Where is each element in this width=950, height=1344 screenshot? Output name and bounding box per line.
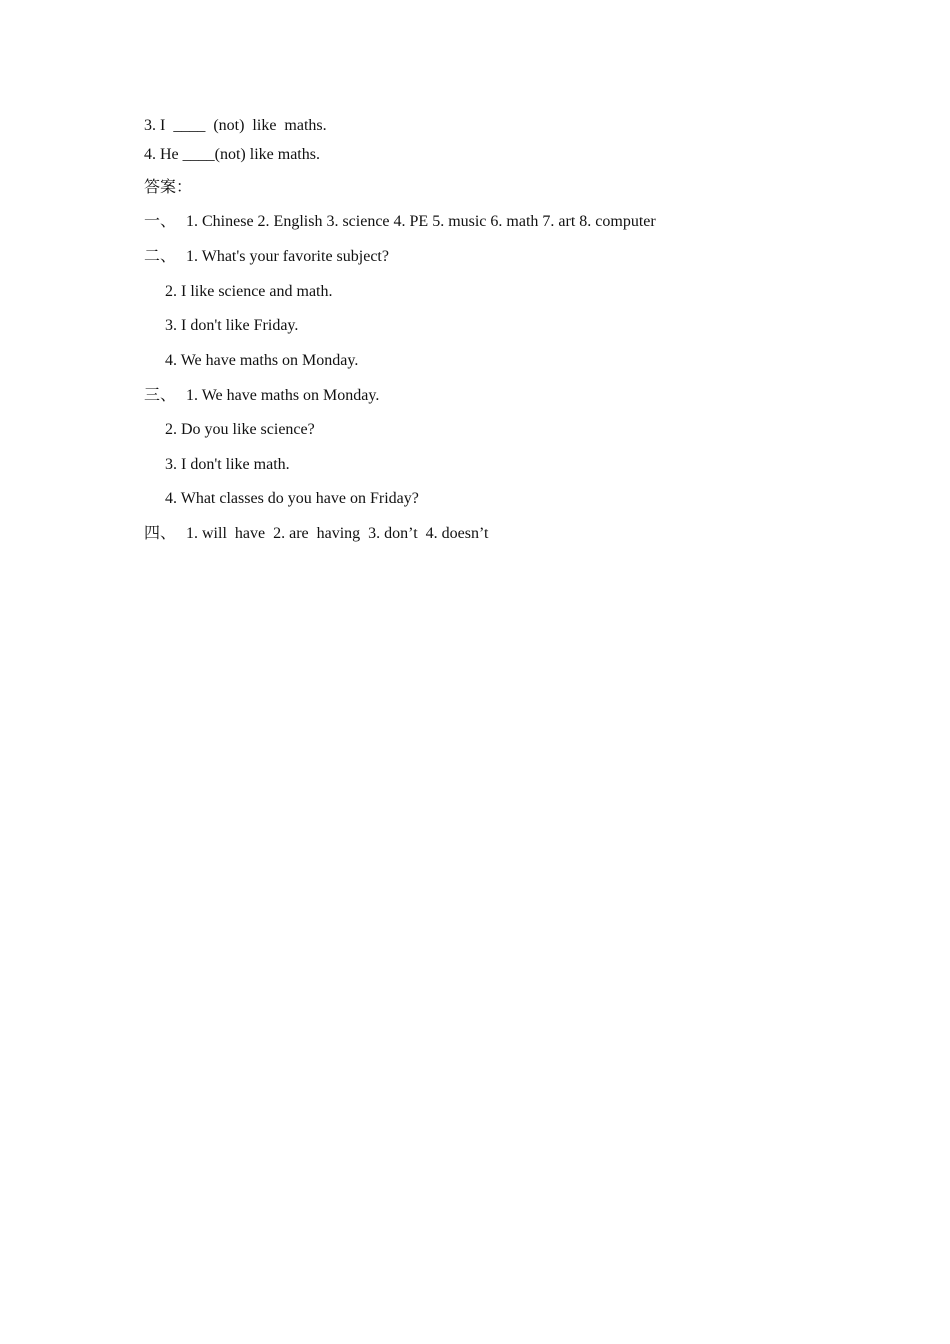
answers-heading: 答案： xyxy=(144,179,193,196)
section-1-text: 1. Chinese 2. English 3. science 4. PE 5. music 6. math 7. art 8. computer xyxy=(186,213,656,230)
section-3-item-4: 4. What classes do you have on Friday? xyxy=(165,490,419,507)
answer-section-1 xyxy=(144,212,656,232)
section-marker: 一、 xyxy=(144,213,177,230)
section-4-text: 1. will have 2. are having 3. don’t 4. doesn’t xyxy=(186,525,489,542)
section-3-item-1: 1. We have maths on Monday. xyxy=(186,387,380,404)
section-2-item-1: 1. What's your favorite subject? xyxy=(186,248,389,265)
section-marker: 三、 xyxy=(144,387,177,404)
question-3: 3. I ____ (not) like maths. xyxy=(144,117,327,134)
answer-section-4 xyxy=(144,524,488,544)
section-2-item-2: 2. I like science and math. xyxy=(165,283,333,300)
section-3-item-3: 3. I don't like math. xyxy=(165,456,290,473)
section-marker: 四、 xyxy=(144,525,177,542)
answer-section-2 xyxy=(144,247,389,267)
question-4: 4. He ____(not) like maths. xyxy=(144,146,320,163)
section-2-item-3: 3. I don't like Friday. xyxy=(165,317,299,334)
section-marker: 二、 xyxy=(144,248,177,265)
section-3-item-2: 2. Do you like science? xyxy=(165,421,315,438)
section-2-item-4: 4. We have maths on Monday. xyxy=(165,352,359,369)
answer-section-3 xyxy=(144,386,379,406)
